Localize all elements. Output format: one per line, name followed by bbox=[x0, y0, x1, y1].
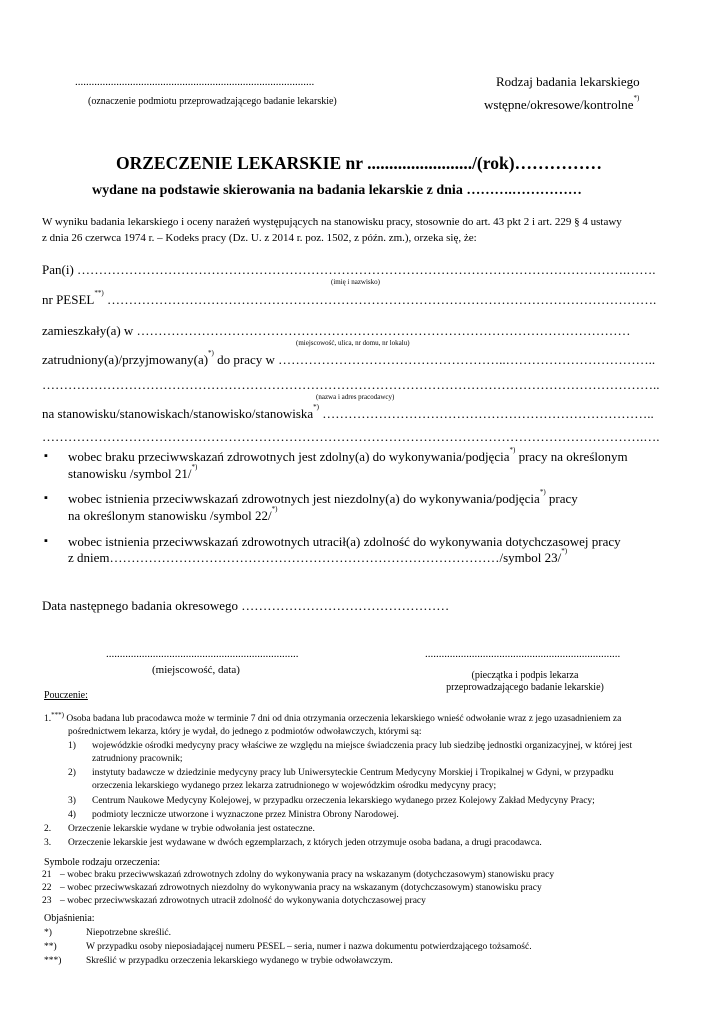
entity-dots[interactable]: ....................................................................................... bbox=[75, 76, 315, 88]
bullet-3-line-2[interactable] bbox=[68, 547, 568, 566]
list-item-2-line-2: orzeczenia lekarskiego wydanego przez lekarza zatrudnionego w wojewódzkim ośrodku medycyny pracy; bbox=[92, 781, 497, 791]
explanation-3-mark: ***) bbox=[44, 956, 62, 966]
bullet-3-symbol-mark: *) bbox=[561, 547, 568, 555]
bullet-3-date-dots: z dniem………………………………………………………………………………/symbol 23/ bbox=[68, 550, 562, 565]
bullet-2-line-2 bbox=[68, 505, 278, 524]
intro-line-1: W wyniku badania lekarskiego i oceny narażeń występujących na stanowisku pracy, stosownie do art. 43 pkt 2 i art. 229 § 4 ustawy bbox=[42, 216, 622, 228]
instruction-p3-num: 3. bbox=[44, 838, 52, 848]
place-date-caption: (miejscowość, data) bbox=[152, 664, 240, 676]
employment-label: zatrudniony(a)/przyjmowany(a) bbox=[42, 352, 209, 367]
exam-type-text: wstępne/okresowe/kontrolne bbox=[484, 97, 634, 112]
symbol-21-text: – wobec braku przeciwwskazań zdrowotnych zdolny do wykonywania pracy na wskazanym (dotychczasowym) stanowisku pracy bbox=[60, 870, 555, 880]
symbol-22-code: 22 bbox=[42, 883, 52, 893]
list-item-4-line-1: podmioty lecznicze utworzone i wyznaczone przez Ministra Obrony Narodowej. bbox=[92, 810, 399, 820]
pesel-dots: ………………………………………………………………………………………………………………. bbox=[103, 292, 657, 307]
explanation-2-mark: **) bbox=[44, 942, 57, 952]
bullet-2-symbol-mark: *) bbox=[271, 505, 278, 513]
bullet-2-symbol: na określonym stanowisku /symbol 22/ bbox=[68, 508, 272, 523]
list-item-2-num: 2) bbox=[68, 768, 76, 778]
position-label: na stanowisku/stanowiskach/stanowisko/stanowiska bbox=[42, 406, 314, 421]
bullet-2-line-1[interactable] bbox=[68, 488, 682, 507]
employer-caption: (nazwa i adres pracodawcy) bbox=[316, 393, 395, 401]
bullet-1-text-end: pracy na określonym bbox=[515, 449, 628, 464]
bullet-2-text: wobec istnienia przeciwwskazań zdrowotnych jest niezdolny(a) do wykonywania/podjęcia bbox=[68, 491, 540, 506]
instruction-p1-num: 1. bbox=[44, 714, 52, 724]
list-item-1-num: 1) bbox=[68, 741, 76, 751]
list-item-2-line-1: instytuty badawcze w dziedzinie medycyny pracy lub Uniwersyteckie Centrum Medycyny Morskiej i Tropikalnej w Gdyni, w przypadku bbox=[92, 768, 614, 778]
symbol-21-code: 21 bbox=[42, 870, 52, 880]
bullet-3-marker: ▪ bbox=[44, 535, 48, 547]
list-item-1-line-2: zatrudniony pracownik; bbox=[92, 754, 183, 764]
signature-caption-2: przeprowadzającego badanie lekarskie) bbox=[446, 682, 604, 693]
signature-caption-1: (pieczątka i podpis lekarza bbox=[471, 670, 579, 681]
position-mark: *) bbox=[313, 403, 320, 411]
explanation-1-mark: *) bbox=[44, 928, 52, 938]
instruction-p1-mark: ***) bbox=[51, 711, 64, 719]
instruction-p2-num: 2. bbox=[44, 824, 52, 834]
list-item-3-line-1: Centrum Naukowe Medycyny Kolejowej, w przypadku orzeczenia lekarskiego wydanego przez Kolejowy Zakład Medycyny Pracy; bbox=[92, 796, 595, 806]
address-caption: (miejscowość, ulica, nr domu, nr lokalu) bbox=[296, 339, 410, 347]
list-item-3-num: 3) bbox=[68, 796, 76, 806]
signature-dots[interactable]: ....................................................................... bbox=[425, 648, 621, 660]
list-item-1-line-1: wojewódzkie ośrodki medycyny pracy właściwe ze względu na miejsce świadczenia pracy lub siedzibę jednostki organizacyjnej, w której jest bbox=[92, 741, 633, 751]
explanation-3-text: Skreślić w przypadku orzeczenia lekarskiego wydanego w trybie odwoławczym. bbox=[86, 956, 393, 966]
position-dots: ………………………………………………………………….. bbox=[319, 406, 654, 421]
position-field-2[interactable]: ………………………………………………………………………………………………………………………….…. bbox=[42, 429, 660, 444]
name-caption: (imię i nazwisko) bbox=[331, 278, 380, 286]
symbol-22-text: – wobec przeciwwskazań zdrowotnych niezdolny do wykonywania pracy na wskazanym (dotychczasowym) stanowisku pracy bbox=[60, 883, 542, 893]
bullet-1-symbol-mark: *) bbox=[191, 463, 198, 471]
place-date-dots[interactable]: ...................................................................... bbox=[106, 648, 299, 660]
bullet-1-text: wobec braku przeciwwskazań zdrowotnych jest zdolny(a) do wykonywania/podjęcia bbox=[68, 449, 510, 464]
pesel-mark: **) bbox=[94, 289, 104, 297]
intro-line-2: z dnia 26 czerwca 1974 r. – Kodeks pracy (Dz. U. z 2014 r. poz. 1502, z późn. zm.), orzeka się, że: bbox=[42, 232, 477, 244]
employment-field[interactable] bbox=[42, 349, 656, 368]
bullet-2-mark: *) bbox=[539, 488, 546, 496]
explanations-heading: Objaśnienia: bbox=[44, 913, 95, 924]
symbol-23-text: – wobec przeciwwskazań zdrowotnych utracił zdolność do wykonywania dotychczasowej pracy bbox=[60, 896, 426, 906]
name-field[interactable]: Pan(i) ……………………………………………………………………………………………………………….……. bbox=[42, 262, 656, 277]
employment-mark: *) bbox=[208, 349, 214, 357]
document-subtitle: wydane na podstawie skierowania na badania lekarskie z dnia ……….…………… bbox=[92, 183, 582, 198]
explanation-1-text: Niepotrzebne skreślić. bbox=[86, 928, 171, 938]
exam-type-options bbox=[484, 94, 640, 113]
bullet-2-marker: ▪ bbox=[44, 492, 48, 504]
pesel-label: nr PESEL bbox=[42, 292, 95, 307]
next-exam-date-field[interactable]: Data następnego badania okresowego ………………………………………… bbox=[42, 598, 450, 613]
exam-type-title: Rodzaj badania lekarskiego bbox=[496, 74, 640, 89]
bullet-2-text-end: pracy bbox=[545, 491, 578, 506]
bullet-1-line-1[interactable] bbox=[68, 446, 682, 465]
instruction-p1-line-1 bbox=[44, 711, 622, 724]
entity-caption: (oznaczenie podmiotu przeprowadzającego badanie lekarskie) bbox=[88, 96, 337, 107]
address-field[interactable]: zamieszkały(a) w …………………………………………………………………………………………………… bbox=[42, 323, 631, 338]
bullet-1-mark: *) bbox=[509, 446, 516, 454]
bullet-3-line-1[interactable]: wobec istnienia przeciwwskazań zdrowotnych utracił(a) zdolność do wykonywania dotychczasowej pracy bbox=[68, 534, 621, 549]
employment-dots: do pracy w ……………………………………………..…………………………….. bbox=[213, 352, 656, 367]
position-field[interactable] bbox=[42, 403, 654, 422]
instruction-heading: Pouczenie: bbox=[44, 690, 88, 701]
pesel-field[interactable] bbox=[42, 289, 657, 308]
bullet-1-line-2 bbox=[68, 463, 198, 482]
document-title: ORZECZENIE LEKARSKIE nr ......................../(rok)…………… bbox=[116, 153, 603, 173]
employer-field[interactable]: …………………………………………………………………………………………………………………………….. bbox=[42, 377, 660, 392]
instruction-p1-text: Osoba badana lub pracodawca może w terminie 7 dni od dnia otrzymania orzeczenia lekarskiego wnieść odwołanie wraz z jego uzasadnieniem za bbox=[63, 714, 622, 724]
symbols-heading: Symbole rodzaju orzeczenia: bbox=[44, 857, 161, 868]
instruction-p1-line-2: pośrednictwem lekarza, który je wydał, do jednego z podmiotów odwoławczych, którymi są: bbox=[68, 727, 422, 737]
instruction-p2: Orzeczenie lekarskie wydane w trybie odwołania jest ostateczne. bbox=[68, 824, 315, 834]
exam-type-mark: *) bbox=[633, 94, 640, 102]
list-item-4-num: 4) bbox=[68, 810, 76, 820]
instruction-p3: Orzeczenie lekarskie jest wydawane w dwóch egzemplarzach, z których jeden otrzymuje osoba badana, a drugi pracodawca. bbox=[68, 838, 542, 848]
explanation-2-text: W przypadku osoby nieposiadającej numeru PESEL – seria, numer i nazwa dokumentu potwierdzającego tożsamość. bbox=[86, 942, 532, 952]
bullet-1-marker: ▪ bbox=[44, 450, 48, 462]
bullet-1-symbol: stanowisku /symbol 21/ bbox=[68, 466, 192, 481]
symbol-23-code: 23 bbox=[42, 896, 52, 906]
